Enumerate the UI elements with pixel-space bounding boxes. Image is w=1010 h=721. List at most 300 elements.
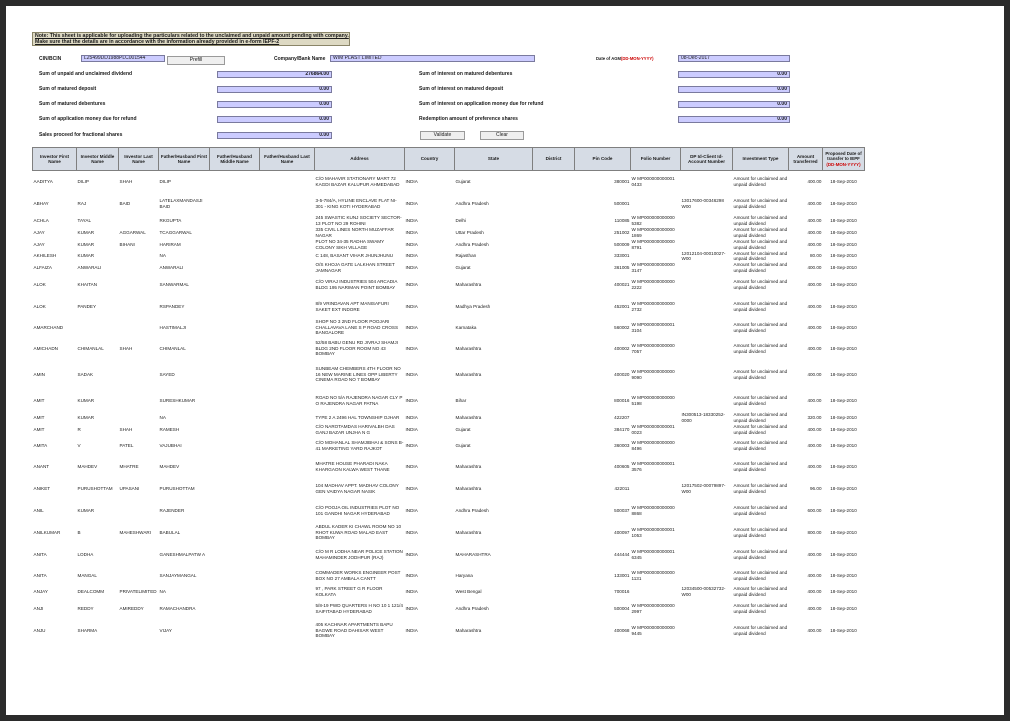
cell-proposed-date[interactable]: 18-Sep-2010 bbox=[830, 507, 857, 513]
cell-father-middle-name[interactable] bbox=[210, 522, 260, 544]
cell-investor-middle-name[interactable]: CHIMANLAL bbox=[77, 345, 104, 351]
cell-district[interactable] bbox=[533, 620, 575, 642]
cell-investor-middle-name[interactable]: KUMAR bbox=[77, 253, 95, 259]
cell-father-middle-name[interactable] bbox=[210, 262, 260, 274]
cell-pin-code[interactable]: 380001 bbox=[614, 179, 630, 184]
cell-proposed-date[interactable]: 18-Sep-2010 bbox=[830, 303, 857, 309]
summary-field-dividend[interactable]: 276864.00 bbox=[217, 71, 332, 78]
cell-father-first-name[interactable]: ANWARALI bbox=[159, 264, 184, 270]
cell-address[interactable]: 52/58 BABU GENU RD JIVRAJ SHAMJI BLDG 2ND FLOOR ROOM NO 43 BOMBAY bbox=[315, 340, 398, 357]
cell-country[interactable]: INDIA bbox=[405, 414, 418, 420]
cell-father-first-name[interactable]: RAMACHANDRA bbox=[159, 605, 196, 611]
cell-state[interactable]: Haryana bbox=[455, 572, 473, 578]
cell-father-middle-name[interactable] bbox=[210, 318, 260, 338]
cell-father-first-name[interactable]: RAJENDER bbox=[159, 507, 185, 513]
cell-investment-type[interactable]: Amount for unclaimed and unpaid dividend bbox=[733, 322, 788, 333]
cell-father-first-name[interactable]: HARIRAM bbox=[159, 241, 181, 247]
table-row[interactable] bbox=[33, 251, 865, 262]
cell-investor-middle-name[interactable]: B bbox=[77, 529, 81, 535]
cell-father-middle-name[interactable] bbox=[210, 436, 260, 456]
cell-dp-client-id[interactable]: 13017600-00346298 W00 bbox=[681, 198, 724, 209]
cell-investor-last-name[interactable]: SHAH bbox=[119, 179, 133, 184]
cell-father-middle-name[interactable] bbox=[210, 598, 260, 620]
cell-investment-type[interactable]: Amount for unclaimed and unpaid dividend bbox=[733, 369, 788, 380]
cell-pin-code[interactable]: 251002 bbox=[614, 229, 630, 235]
cell-father-middle-name[interactable] bbox=[210, 338, 260, 360]
cell-state[interactable]: Andhra Pradesh bbox=[455, 200, 489, 206]
cell-father-middle-name[interactable] bbox=[210, 171, 260, 193]
cell-state[interactable]: Gujarat bbox=[455, 264, 471, 270]
cell-district[interactable] bbox=[533, 251, 575, 262]
cell-investor-first-name[interactable]: ALOK bbox=[33, 303, 46, 309]
cell-investor-middle-name[interactable]: KUMAR bbox=[77, 241, 95, 247]
cell-state[interactable]: Karnataka bbox=[455, 324, 477, 330]
summary-field-interest-application[interactable]: 0.00 bbox=[678, 101, 790, 108]
cell-proposed-date[interactable]: 18-Sep-2010 bbox=[830, 572, 857, 578]
cell-country[interactable]: INDIA bbox=[405, 200, 418, 206]
cell-district[interactable] bbox=[533, 215, 575, 227]
cell-dp-client-id[interactable] bbox=[681, 598, 733, 620]
table-row[interactable] bbox=[33, 239, 865, 251]
cell-investor-middle-name[interactable]: SHARMA bbox=[77, 627, 98, 633]
table-row[interactable] bbox=[33, 500, 865, 522]
cell-country[interactable]: INDIA bbox=[405, 217, 418, 223]
cell-investment-type[interactable]: Amount for unclaimed and unpaid dividend bbox=[733, 483, 788, 494]
cell-father-middle-name[interactable] bbox=[210, 412, 260, 424]
cell-dp-client-id[interactable] bbox=[681, 620, 733, 642]
cell-investor-first-name[interactable]: AMIN bbox=[33, 371, 45, 377]
cell-investor-last-name[interactable]: AMIREDDY bbox=[119, 605, 144, 611]
cell-folio-number[interactable]: W MP000000000001 3104 bbox=[631, 322, 675, 333]
cell-investor-middle-name[interactable]: V bbox=[77, 442, 81, 448]
cell-state[interactable]: Maharashtra bbox=[455, 485, 482, 491]
cell-investor-first-name[interactable]: ANJI bbox=[33, 605, 44, 611]
cell-state[interactable]: Maharashtra bbox=[455, 371, 482, 377]
cell-district[interactable] bbox=[533, 478, 575, 500]
cell-investor-last-name[interactable] bbox=[119, 390, 159, 412]
cell-state[interactable]: Maharashtra bbox=[455, 281, 482, 287]
cell-dp-client-id[interactable] bbox=[681, 227, 733, 239]
cell-father-middle-name[interactable] bbox=[210, 215, 260, 227]
cell-investor-middle-name[interactable]: KUMAR bbox=[77, 229, 95, 235]
cell-state[interactable]: Andhra Pradesh bbox=[455, 605, 489, 611]
cell-father-last-name[interactable] bbox=[260, 296, 315, 318]
cell-father-last-name[interactable] bbox=[260, 360, 315, 390]
cell-investment-type[interactable]: Amount for unclaimed and unpaid dividend bbox=[733, 412, 788, 423]
cell-investment-type[interactable]: Amount for unclaimed and unpaid dividend bbox=[733, 250, 788, 261]
cell-investor-first-name[interactable]: ANIKET bbox=[33, 485, 51, 491]
cell-address[interactable]: C/O M R LODHA NEAR POLICE STATION MAHAMINDER JODHPUR (RAJ) bbox=[315, 549, 403, 560]
cell-father-middle-name[interactable] bbox=[210, 500, 260, 522]
cell-investor-last-name[interactable]: BAID bbox=[119, 200, 131, 206]
cell-district[interactable] bbox=[533, 566, 575, 586]
cell-district[interactable] bbox=[533, 544, 575, 566]
cell-investor-last-name[interactable]: PRIVATELIMITED bbox=[119, 588, 157, 594]
cell-pin-code[interactable]: 333001 bbox=[614, 253, 630, 259]
cell-proposed-date[interactable]: 18-Sep-2010 bbox=[830, 229, 857, 235]
cell-amount-transferred[interactable]: 400.00 bbox=[807, 627, 822, 633]
cell-investor-middle-name[interactable]: KUMAR bbox=[77, 397, 95, 403]
cell-country[interactable]: INDIA bbox=[405, 572, 418, 578]
cell-investor-first-name[interactable]: ANJAY bbox=[33, 588, 48, 594]
cell-amount-transferred[interactable]: 400.00 bbox=[807, 281, 822, 287]
cell-father-middle-name[interactable] bbox=[210, 251, 260, 262]
cell-father-last-name[interactable] bbox=[260, 544, 315, 566]
cell-investment-type[interactable]: Amount for unclaimed and unpaid dividend bbox=[733, 198, 788, 209]
cell-state[interactable]: Maharashtra bbox=[455, 627, 482, 633]
cell-state[interactable]: Gujarat bbox=[455, 426, 471, 432]
table-row[interactable] bbox=[33, 586, 865, 598]
cell-father-first-name[interactable]: RKGUPTA bbox=[159, 217, 182, 223]
cell-proposed-date[interactable]: 18-Sep-2010 bbox=[830, 371, 857, 377]
agm-date-field[interactable]: 08-Dec-2017 bbox=[678, 55, 790, 62]
cell-investor-last-name[interactable] bbox=[119, 412, 159, 424]
cell-father-first-name[interactable]: CHIMANLAL bbox=[159, 345, 186, 351]
cell-investor-first-name[interactable]: ALOK bbox=[33, 281, 46, 287]
cell-investment-type[interactable]: Amount for unclaimed and unpaid dividend bbox=[733, 570, 788, 581]
table-row[interactable] bbox=[33, 296, 865, 318]
cell-investor-last-name[interactable] bbox=[119, 262, 159, 274]
cell-address[interactable]: C/O NAROTAMDAS HARIVALBH DAS GANJ BAZAR UNJHA N G bbox=[315, 424, 395, 435]
cell-pin-code[interactable]: 110085 bbox=[614, 217, 630, 223]
cell-dp-client-id[interactable] bbox=[681, 390, 733, 412]
cell-amount-transferred[interactable]: 400.00 bbox=[807, 572, 822, 578]
cell-investment-type[interactable]: Amount for unclaimed and unpaid dividend bbox=[733, 301, 788, 312]
cell-investor-last-name[interactable]: UPASANI bbox=[119, 485, 140, 491]
cell-country[interactable]: INDIA bbox=[405, 588, 418, 594]
cell-dp-client-id[interactable] bbox=[681, 274, 733, 296]
cell-state[interactable]: MAHARASHTRA bbox=[455, 551, 491, 557]
cell-address[interactable]: C 148, BASANT VIHAR JHUNJHUNU bbox=[315, 253, 394, 259]
cell-investment-type[interactable]: Amount for unclaimed and unpaid dividend bbox=[733, 440, 788, 451]
cell-father-first-name[interactable]: RAMESH bbox=[159, 426, 180, 432]
cell-investor-middle-name[interactable]: R bbox=[77, 426, 81, 432]
cell-father-first-name[interactable]: VAJUBHAI bbox=[159, 442, 182, 448]
cell-father-last-name[interactable] bbox=[260, 500, 315, 522]
cell-father-last-name[interactable] bbox=[260, 478, 315, 500]
cell-dp-client-id[interactable] bbox=[681, 262, 733, 274]
cell-dp-client-id[interactable] bbox=[681, 424, 733, 436]
cell-investor-last-name[interactable] bbox=[119, 500, 159, 522]
cell-father-first-name[interactable]: NA bbox=[159, 253, 166, 259]
cell-address[interactable]: MHATRE HOUSE PHARADI NAKA KHARGAON KALWA WEST THANE bbox=[315, 461, 390, 472]
cell-dp-client-id[interactable] bbox=[681, 500, 733, 522]
cell-folio-number[interactable] bbox=[631, 586, 681, 598]
cell-district[interactable] bbox=[533, 171, 575, 193]
cell-investor-first-name[interactable]: AMARCHAND bbox=[33, 324, 64, 330]
cell-address[interactable]: 104 MADHAV APPT. MADHAV COLONY GEN VAIDYA NAGAR NASIK bbox=[315, 483, 399, 494]
cell-district[interactable] bbox=[533, 338, 575, 360]
cell-district[interactable] bbox=[533, 436, 575, 456]
cell-proposed-date[interactable]: 18-Sep-2010 bbox=[830, 605, 857, 611]
cell-pin-code[interactable]: 400020 bbox=[614, 371, 630, 377]
cell-investment-type[interactable]: Amount for unclaimed and unpaid dividend bbox=[733, 603, 788, 614]
summary-field-application-money[interactable]: 0.00 bbox=[217, 116, 332, 123]
cell-amount-transferred[interactable]: 400.00 bbox=[807, 426, 822, 432]
cell-address[interactable]: TYPE 2 A 2496 HAL TOWNSHIP OJHAR bbox=[315, 414, 400, 420]
cell-father-last-name[interactable] bbox=[260, 171, 315, 193]
cell-amount-transferred[interactable]: 400.00 bbox=[807, 397, 822, 403]
cell-state[interactable]: Delhi bbox=[455, 217, 466, 223]
cell-address[interactable]: COMMADER WORKS ENGINEER POST BOX NO 27 AMBALA CANTT bbox=[315, 570, 401, 581]
cell-proposed-date[interactable]: 18-Sep-2010 bbox=[830, 588, 857, 594]
cell-pin-code[interactable]: 452001 bbox=[614, 303, 630, 309]
cell-investment-type[interactable]: Amount for unclaimed and unpaid dividend bbox=[733, 625, 788, 636]
cell-father-last-name[interactable] bbox=[260, 239, 315, 251]
cell-pin-code[interactable]: 400097 bbox=[614, 529, 630, 535]
cell-address[interactable]: C/O VIRAJ INDUSTRIES 504 ARCADIA BLDG 195 NARIMAN POINT BOMBAY bbox=[315, 279, 398, 290]
cell-father-last-name[interactable] bbox=[260, 251, 315, 262]
cell-investor-middle-name[interactable]: MANGAL bbox=[77, 572, 97, 578]
cell-investment-type[interactable]: Amount for unclaimed and unpaid dividend bbox=[733, 424, 788, 435]
cell-amount-transferred[interactable]: 400.00 bbox=[807, 588, 822, 594]
cell-proposed-date[interactable]: 18-Sep-2010 bbox=[830, 179, 857, 184]
cell-folio-number[interactable]: W MP000000000001 0023 bbox=[631, 424, 675, 435]
cell-country[interactable]: INDIA bbox=[405, 253, 418, 259]
cell-dp-client-id[interactable] bbox=[681, 296, 733, 318]
cell-state[interactable]: Gujarat bbox=[455, 179, 471, 184]
cell-proposed-date[interactable]: 18-Sep-2010 bbox=[830, 442, 857, 448]
cell-amount-transferred[interactable]: 400.00 bbox=[807, 303, 822, 309]
cell-father-first-name[interactable]: LATELAXMANDASJI BAID bbox=[159, 198, 203, 209]
cell-investor-last-name[interactable] bbox=[119, 318, 159, 338]
cell-pin-code[interactable]: 500004 bbox=[614, 605, 630, 611]
cell-investor-middle-name[interactable]: ANWARALI bbox=[77, 264, 102, 270]
cell-dp-client-id[interactable]: 12034500-00532732- W00 bbox=[681, 586, 726, 597]
cell-father-middle-name[interactable] bbox=[210, 239, 260, 251]
cell-country[interactable]: INDIA bbox=[405, 605, 418, 611]
cell-district[interactable] bbox=[533, 598, 575, 620]
cell-investment-type[interactable]: Amount for unclaimed and unpaid dividend bbox=[733, 586, 788, 597]
cell-district[interactable] bbox=[533, 500, 575, 522]
cell-father-last-name[interactable] bbox=[260, 566, 315, 586]
table-row[interactable] bbox=[33, 338, 865, 360]
cell-father-middle-name[interactable] bbox=[210, 424, 260, 436]
cell-pin-code[interactable]: 384170 bbox=[614, 426, 630, 432]
cell-father-middle-name[interactable] bbox=[210, 193, 260, 215]
cell-investor-middle-name[interactable]: MAHDEV bbox=[77, 463, 98, 469]
table-row[interactable] bbox=[33, 171, 865, 193]
cell-investor-middle-name[interactable]: PURUSHOTTAM bbox=[77, 485, 113, 491]
cell-address[interactable]: 335 CIVIL LINES NORTH MUZAFFAR NAGAR bbox=[315, 227, 394, 238]
cell-pin-code[interactable]: 133001 bbox=[614, 572, 630, 578]
cell-father-last-name[interactable] bbox=[260, 620, 315, 642]
cell-proposed-date[interactable]: 18-Sep-2010 bbox=[830, 529, 857, 535]
cell-address[interactable]: 5/8-19 PWD QUARTERS H NO 10 1 121/4 SAIFITABAD HYDERABAD bbox=[315, 603, 403, 614]
cell-investor-first-name[interactable]: AKHILESH bbox=[33, 253, 57, 259]
summary-field-fractional-shares[interactable]: 0.00 bbox=[217, 132, 332, 139]
cell-father-first-name[interactable]: NA bbox=[159, 414, 166, 420]
cell-investor-middle-name[interactable]: DILIP bbox=[77, 179, 89, 184]
cell-country[interactable]: INDIA bbox=[405, 229, 418, 235]
cell-proposed-date[interactable]: 18-Sep-2010 bbox=[830, 253, 857, 259]
cell-investor-first-name[interactable]: AJAY bbox=[33, 229, 45, 235]
summary-field-matured-deposit[interactable]: 0.00 bbox=[217, 86, 332, 93]
cell-district[interactable] bbox=[533, 412, 575, 424]
cell-investment-type[interactable]: Amount for unclaimed and unpaid dividend bbox=[733, 343, 788, 354]
cell-father-middle-name[interactable] bbox=[210, 620, 260, 642]
cell-dp-client-id[interactable]: 12012104-00010027- W00 bbox=[681, 250, 726, 261]
cell-dp-client-id[interactable] bbox=[681, 318, 733, 338]
cell-investor-middle-name[interactable]: PANDEY bbox=[77, 303, 97, 309]
cell-state[interactable]: Andhra Pradesh bbox=[455, 241, 489, 247]
cell-folio-number[interactable]: W MP000000000001 6345 bbox=[631, 549, 675, 560]
cell-folio-number[interactable]: W MP000000000001 0433 bbox=[631, 176, 675, 187]
cell-father-first-name[interactable]: RSPANDEY bbox=[159, 303, 185, 309]
cell-amount-transferred[interactable]: 400.00 bbox=[807, 463, 822, 469]
cell-pin-code[interactable]: 500037 bbox=[614, 507, 630, 513]
summary-field-preference-shares[interactable]: 0.00 bbox=[678, 116, 790, 123]
cell-father-last-name[interactable] bbox=[260, 215, 315, 227]
cell-country[interactable]: INDIA bbox=[405, 426, 418, 432]
cell-folio-number[interactable] bbox=[631, 478, 681, 500]
cell-amount-transferred[interactable]: 400.00 bbox=[807, 605, 822, 611]
cell-father-last-name[interactable] bbox=[260, 598, 315, 620]
table-row[interactable] bbox=[33, 436, 865, 456]
cell-address[interactable]: ROAD NO 5/A RAJENDRA NAGAR CLY P O RAJENDRA NAGAR PATNA bbox=[315, 395, 403, 406]
cell-state[interactable]: Rajasthan bbox=[455, 253, 477, 259]
table-row[interactable] bbox=[33, 424, 865, 436]
cell-father-last-name[interactable] bbox=[260, 436, 315, 456]
cell-amount-transferred[interactable]: 400.00 bbox=[807, 442, 822, 448]
cell-father-last-name[interactable] bbox=[260, 227, 315, 239]
table-row[interactable] bbox=[33, 598, 865, 620]
cell-investor-last-name[interactable] bbox=[119, 360, 159, 390]
table-row[interactable] bbox=[33, 390, 865, 412]
cell-father-last-name[interactable] bbox=[260, 318, 315, 338]
table-row[interactable] bbox=[33, 360, 865, 390]
cell-father-middle-name[interactable] bbox=[210, 227, 260, 239]
cell-investor-first-name[interactable]: ACHLA bbox=[33, 217, 49, 223]
cell-father-middle-name[interactable] bbox=[210, 390, 260, 412]
cell-country[interactable]: INDIA bbox=[405, 627, 418, 633]
cell-folio-number[interactable]: W MP000000000000 5198 bbox=[631, 395, 675, 406]
cell-pin-code[interactable]: 800016 bbox=[614, 397, 630, 403]
cell-father-first-name[interactable]: SANWARMAL bbox=[159, 281, 189, 287]
cell-district[interactable] bbox=[533, 262, 575, 274]
cell-address[interactable]: 245 SWASTIC KUNJ SOCIETY SECTOR-13 PLOT NO 29 ROHINI bbox=[315, 215, 402, 226]
cell-investor-first-name[interactable]: AMIT bbox=[33, 397, 45, 403]
cell-dp-client-id[interactable] bbox=[681, 566, 733, 586]
cell-dp-client-id[interactable] bbox=[681, 215, 733, 227]
cell-folio-number[interactable]: W MP000000000001 3576 bbox=[631, 461, 675, 472]
cell-investment-type[interactable]: Amount for unclaimed and unpaid dividend bbox=[733, 461, 788, 472]
cell-address[interactable]: SHOP NO 3 2ND FLOOR POOJARI CHALLAVAVA LANE S P ROAD CROSS BANGALORE bbox=[315, 319, 399, 336]
cell-folio-number[interactable] bbox=[631, 251, 681, 262]
cell-state[interactable]: Andhra Pradesh bbox=[455, 507, 489, 513]
cell-investor-first-name[interactable]: ANANT bbox=[33, 463, 50, 469]
summary-field-matured-debentures[interactable]: 0.00 bbox=[217, 101, 332, 108]
cell-folio-number[interactable]: W MP000000000000 2732 bbox=[631, 301, 675, 312]
cell-proposed-date[interactable]: 18-Sep-2010 bbox=[830, 264, 857, 270]
cell-district[interactable] bbox=[533, 193, 575, 215]
cell-district[interactable] bbox=[533, 586, 575, 598]
cell-folio-number[interactable]: W MP000000000000 8868 bbox=[631, 505, 675, 516]
cell-father-last-name[interactable] bbox=[260, 262, 315, 274]
cell-state[interactable]: Madhya Pradesh bbox=[455, 303, 491, 309]
cell-district[interactable] bbox=[533, 424, 575, 436]
cell-proposed-date[interactable]: 18-Sep-2010 bbox=[830, 345, 857, 351]
cell-father-middle-name[interactable] bbox=[210, 360, 260, 390]
cell-state[interactable]: Uttar Pradesh bbox=[455, 229, 484, 235]
cell-investment-type[interactable]: Amount for unclaimed and unpaid dividend bbox=[733, 505, 788, 516]
cell-investment-type[interactable]: Amount for unclaimed and unpaid dividend bbox=[733, 227, 788, 238]
cell-investor-middle-name[interactable] bbox=[77, 318, 119, 338]
cell-investor-first-name[interactable]: ANITA bbox=[33, 572, 47, 578]
cell-country[interactable]: INDIA bbox=[405, 551, 418, 557]
cell-pin-code[interactable]: 361005 bbox=[614, 264, 630, 270]
cell-father-first-name[interactable]: HASTIMALJI bbox=[159, 324, 187, 330]
cell-father-first-name[interactable]: SURESHKUMAR bbox=[159, 397, 196, 403]
cell-amount-transferred[interactable]: 400.00 bbox=[807, 345, 822, 351]
cell-address[interactable]: C/O POOJA OIL INDUSTRIES PLOT NO 101 GANDHI NAGAR HYDERABAD bbox=[315, 505, 400, 516]
cell-proposed-date[interactable]: 18-Sep-2010 bbox=[830, 217, 857, 223]
cell-pin-code[interactable]: 400021 bbox=[614, 281, 630, 287]
cell-father-first-name[interactable]: DILIP bbox=[159, 179, 171, 184]
cell-investor-last-name[interactable]: SHAH bbox=[119, 345, 133, 351]
cell-father-last-name[interactable] bbox=[260, 456, 315, 478]
cell-investment-type[interactable]: Amount for unclaimed and unpaid dividend bbox=[733, 279, 788, 290]
cell-investment-type[interactable]: Amount for unclaimed and unpaid dividend bbox=[733, 395, 788, 406]
table-row[interactable] bbox=[33, 456, 865, 478]
cell-father-first-name[interactable]: SANJAYMANGAL bbox=[159, 572, 197, 578]
cell-pin-code[interactable]: 422207 bbox=[614, 414, 630, 420]
cell-pin-code[interactable]: 400002 bbox=[614, 345, 630, 351]
cell-dp-client-id[interactable]: IN300513-18330252- 0000 bbox=[681, 412, 725, 423]
cell-dp-client-id[interactable] bbox=[681, 544, 733, 566]
cell-address[interactable]: C/O MAHAVIR STATIONARY MART 72 KAGDI BAZAR KALUPUR AHMEDABAD bbox=[315, 176, 400, 187]
cell-district[interactable] bbox=[533, 296, 575, 318]
cell-investor-first-name[interactable]: ANJU bbox=[33, 627, 46, 633]
cell-investor-first-name[interactable]: ALFAIZA bbox=[33, 264, 52, 270]
cell-father-middle-name[interactable] bbox=[210, 566, 260, 586]
cell-investor-middle-name[interactable]: KUMAR bbox=[77, 507, 95, 513]
cell-address[interactable]: SUNBEAM CHEMBERS 4TH FLOOR NO 16 NEW MARINE LINES OPP LIBERTY CINEMA ROAD NO 7 BOMBAY bbox=[315, 366, 401, 383]
cell-father-last-name[interactable] bbox=[260, 522, 315, 544]
cell-address[interactable]: PLOT NO 34-35 RADHA SWAMY COLONY SIKH VILLAGE bbox=[315, 239, 385, 250]
cell-address[interactable]: 3-5-784/A, HYLINE ENCLAVE FLAT NI-301 - KING KOTI HYDERABAD bbox=[315, 198, 397, 209]
cell-country[interactable]: INDIA bbox=[405, 507, 418, 513]
cell-investor-last-name[interactable]: SHAH bbox=[119, 426, 133, 432]
cell-country[interactable]: INDIA bbox=[405, 397, 418, 403]
cell-folio-number[interactable]: W MP000000000000 5382 bbox=[631, 215, 675, 226]
cell-proposed-date[interactable]: 18-Sep-2010 bbox=[830, 414, 857, 420]
cell-father-last-name[interactable] bbox=[260, 390, 315, 412]
cell-father-last-name[interactable] bbox=[260, 412, 315, 424]
cell-investor-first-name[interactable]: ABHAY bbox=[33, 200, 49, 206]
table-row[interactable] bbox=[33, 412, 865, 424]
cell-father-first-name[interactable]: VIJAY bbox=[159, 627, 172, 633]
cell-proposed-date[interactable]: 18-Sep-2010 bbox=[830, 463, 857, 469]
cell-country[interactable]: INDIA bbox=[405, 241, 418, 247]
prefill-button[interactable]: Prefill bbox=[167, 56, 225, 65]
cell-investment-type[interactable]: Amount for unclaimed and unpaid dividend bbox=[733, 527, 788, 538]
cell-investor-first-name[interactable]: ANITA bbox=[33, 551, 47, 557]
cell-father-last-name[interactable] bbox=[260, 424, 315, 436]
cell-district[interactable] bbox=[533, 318, 575, 338]
cell-pin-code[interactable]: 400068 bbox=[614, 627, 630, 633]
cell-district[interactable] bbox=[533, 456, 575, 478]
cell-investor-middle-name[interactable]: KUMAR bbox=[77, 414, 95, 420]
cell-district[interactable] bbox=[533, 390, 575, 412]
cell-investor-middle-name[interactable]: KHAITAN bbox=[77, 281, 98, 287]
cell-address[interactable]: 97 , PARK STREET G R FLOOR KOLKATA bbox=[315, 586, 383, 597]
cell-investment-type[interactable]: Amount for unclaimed and unpaid dividend bbox=[733, 239, 788, 250]
cell-folio-number[interactable]: W MP000000000000 2222 bbox=[631, 279, 675, 290]
cell-father-middle-name[interactable] bbox=[210, 586, 260, 598]
cell-dp-client-id[interactable]: 12017502-00079897- W00 bbox=[681, 483, 726, 494]
cell-pin-code[interactable]: 400605 bbox=[614, 463, 630, 469]
